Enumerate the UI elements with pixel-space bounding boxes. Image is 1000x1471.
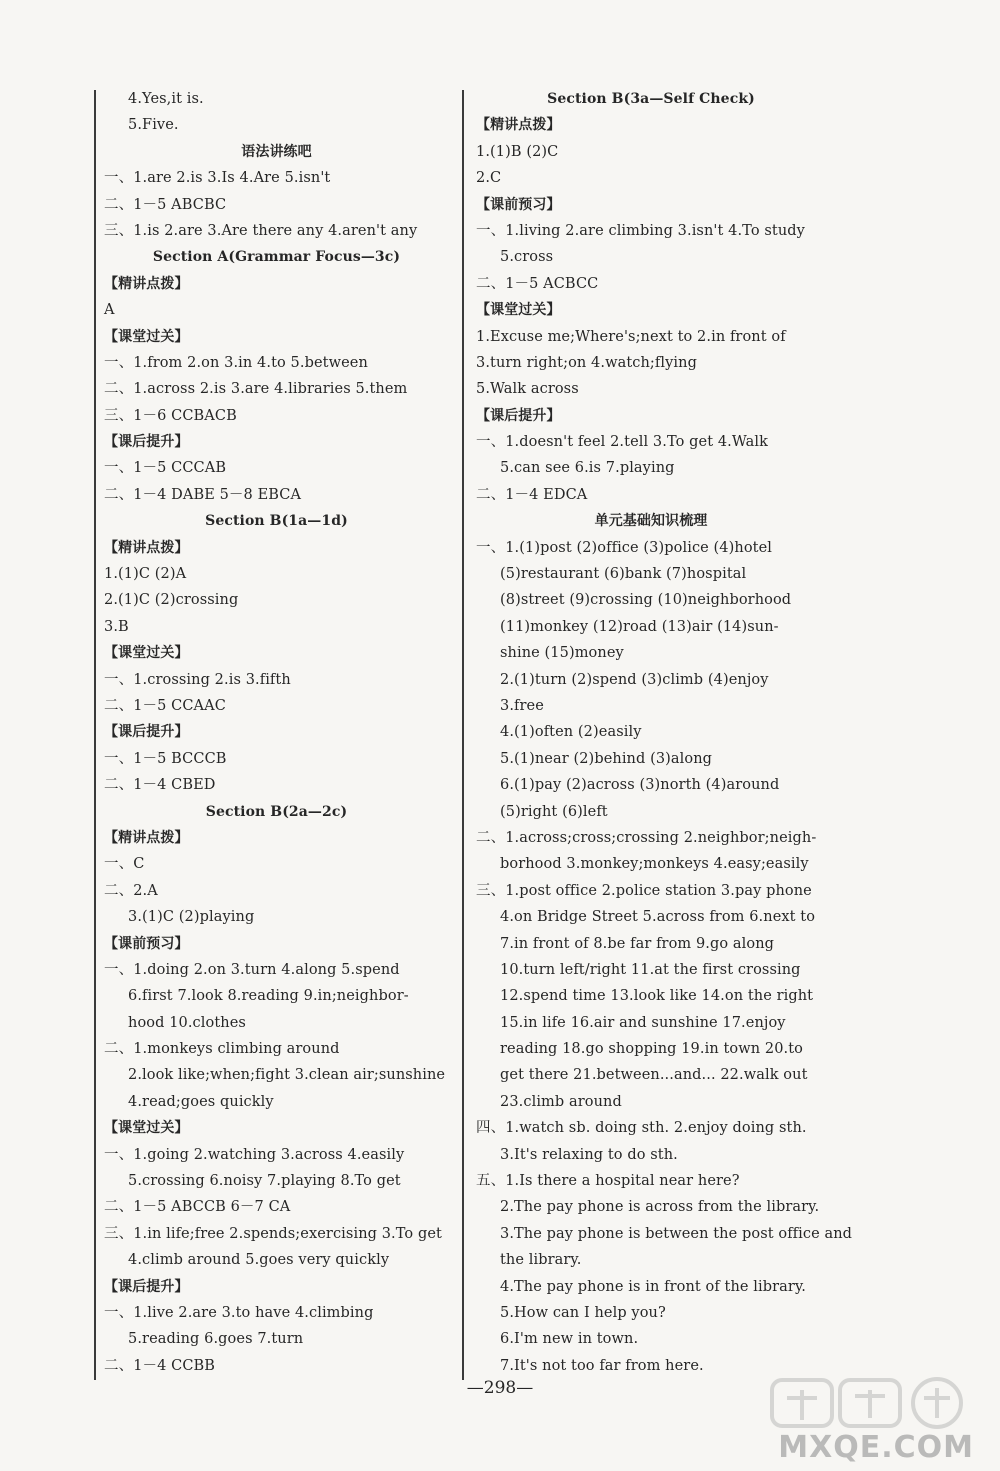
section-heading: 【课前预习】 bbox=[476, 196, 561, 213]
answer-line: 5.(1)near (2)behind (3)along bbox=[500, 750, 713, 767]
answer-line: 5.crossing 6.noisy 7.playing 8.To get bbox=[128, 1173, 401, 1190]
answer-line: 一、1.are 2.is 3.Is 4.Are 5.isn't bbox=[104, 170, 331, 187]
answer-line: 二、1－4 DABE 5－8 EBCA bbox=[104, 486, 302, 503]
section-title: 语法讲练吧 bbox=[241, 143, 312, 160]
section-heading: 【课堂过关】 bbox=[104, 645, 189, 662]
answer-line: (5)restaurant (6)bank (7)hospital bbox=[500, 566, 747, 583]
answer-line: 4.(1)often (2)easily bbox=[500, 724, 642, 741]
answer-line: 5.How can I help you? bbox=[500, 1304, 666, 1321]
section-heading: 【课后提升】 bbox=[104, 724, 189, 741]
section-title: Section B(1a—1d) bbox=[205, 513, 348, 530]
answer-line: 2.The pay phone is across from the library. bbox=[500, 1199, 820, 1216]
answer-line: A bbox=[104, 302, 115, 319]
answer-line: 一、C bbox=[104, 856, 145, 873]
answer-line: 10.turn left/right 11.at the first crossing bbox=[500, 961, 801, 978]
answer-line: borhood 3.monkey;monkeys 4.easy;easily bbox=[500, 856, 809, 873]
answer-line: 6.(1)pay (2)across (3)north (4)around bbox=[500, 777, 780, 794]
section-heading: 【精讲点拨】 bbox=[104, 829, 189, 846]
answer-line: 三、1.is 2.are 3.Are there any 4.aren't any bbox=[104, 222, 418, 239]
answer-line: 5.cross bbox=[500, 249, 554, 266]
answer-line: 一、1－5 BCCCB bbox=[104, 750, 227, 767]
answer-line: 二、1.across;cross;crossing 2.neighbor;neigh- bbox=[476, 829, 817, 846]
answer-line: 3.free bbox=[500, 697, 544, 714]
answer-line: 一、1.doesn't feel 2.tell 3.To get 4.Walk bbox=[476, 434, 768, 451]
column-divider bbox=[462, 90, 464, 1380]
answer-line: 1.(1)C (2)A bbox=[104, 566, 187, 583]
answer-line: 1.(1)B (2)C bbox=[476, 143, 559, 160]
answer-line: 一、1.live 2.are 3.to have 4.climbing bbox=[104, 1304, 374, 1321]
section-heading: 【精讲点拨】 bbox=[104, 275, 189, 292]
section-heading: 【精讲点拨】 bbox=[104, 539, 189, 556]
answer-line: 2.look like;when;fight 3.clean air;sunshine bbox=[128, 1067, 446, 1084]
answer-line: 4.The pay phone is in front of the library. bbox=[500, 1278, 807, 1295]
answer-line: 2.(1)C (2)crossing bbox=[104, 592, 239, 609]
answer-line: 12.spend time 13.look like 14.on the right bbox=[500, 988, 814, 1005]
section-title: Section A(Grammar Focus—3c) bbox=[152, 249, 401, 266]
page-number: —298— bbox=[466, 1378, 534, 1398]
answer-line: get there 21.between...and... 22.walk out bbox=[500, 1067, 808, 1084]
answer-line: 5.Walk across bbox=[476, 381, 579, 398]
answer-line: 3.B bbox=[104, 618, 129, 635]
answer-line: 五、1.Is there a hospital near here? bbox=[476, 1173, 740, 1190]
answer-line: 5.reading 6.goes 7.turn bbox=[128, 1331, 304, 1348]
answer-line: 二、1－5 ABCBC bbox=[104, 196, 227, 213]
section-title: Section B(2a—2c) bbox=[205, 803, 348, 820]
section-heading: 【课后提升】 bbox=[476, 407, 561, 424]
answer-line: 6.first 7.look 8.reading 9.in;neighbor- bbox=[128, 988, 409, 1005]
answer-line: 一、1－5 CCCAB bbox=[104, 460, 227, 477]
answer-line: 15.in life 16.air and sunshine 17.enjoy bbox=[500, 1014, 786, 1031]
answer-line: hood 10.clothes bbox=[128, 1014, 246, 1031]
section-heading: 【课堂过关】 bbox=[476, 302, 561, 319]
answer-line: 四、1.watch sb. doing sth. 2.enjoy doing sth. bbox=[476, 1120, 807, 1137]
answer-line: (5)right (6)left bbox=[500, 803, 608, 820]
answer-line: 1.Excuse me;Where's;next to 2.in front of bbox=[476, 328, 786, 345]
answer-line: 二、1－5 CCAAC bbox=[104, 697, 226, 714]
answer-line: reading 18.go shopping 19.in town 20.to bbox=[500, 1041, 804, 1058]
right-column bbox=[476, 86, 853, 1379]
answer-line: 2.C bbox=[476, 170, 502, 187]
answer-line: 7.It's not too far from here. bbox=[500, 1357, 704, 1374]
answer-line: 3.It's relaxing to do sth. bbox=[500, 1146, 678, 1163]
section-heading: 【课后提升】 bbox=[104, 434, 189, 451]
answer-line: 23.climb around bbox=[500, 1093, 622, 1110]
answer-line: 二、1－5 ABCCB 6－7 CA bbox=[104, 1199, 291, 1216]
answer-line: 一、1.crossing 2.is 3.fifth bbox=[104, 671, 291, 688]
section-heading: 【精讲点拨】 bbox=[476, 117, 561, 134]
section-heading: 【课后提升】 bbox=[104, 1278, 189, 1295]
answer-line: 三、1－6 CCBACB bbox=[104, 407, 237, 424]
answer-line: the library. bbox=[500, 1252, 582, 1269]
section-heading: 【课前预习】 bbox=[104, 935, 189, 952]
answer-line: 二、1.monkeys climbing around bbox=[104, 1041, 340, 1058]
answer-line: 2.(1)turn (2)spend (3)climb (4)enjoy bbox=[500, 671, 769, 688]
answer-line: 一、1.from 2.on 3.in 4.to 5.between bbox=[104, 354, 368, 371]
answer-line: (11)monkey (12)road (13)air (14)sun- bbox=[500, 618, 779, 635]
answer-line: 4.on Bridge Street 5.across from 6.next to bbox=[500, 909, 816, 926]
answer-line: 5.can see 6.is 7.playing bbox=[500, 460, 675, 477]
answer-line: 二、2.A bbox=[104, 882, 158, 899]
answer-line: (8)street (9)crossing (10)neighborhood bbox=[500, 592, 792, 609]
section-title: 单元基础知识梳理 bbox=[594, 513, 708, 530]
answer-line: 4.climb around 5.goes very quickly bbox=[128, 1252, 390, 1269]
answer-line: 4.Yes,it is. bbox=[128, 91, 204, 107]
section-heading: 【课堂过关】 bbox=[104, 1120, 189, 1137]
answer-line: 一、1.living 2.are climbing 3.isn't 4.To study bbox=[476, 222, 805, 239]
answer-line: shine (15)money bbox=[500, 645, 624, 662]
answer-line: 一、1.doing 2.on 3.turn 4.along 5.spend bbox=[104, 961, 400, 978]
watermark-site: MXQE.COM bbox=[778, 1430, 974, 1465]
answer-line: 3.The pay phone is between the post office and bbox=[500, 1225, 853, 1242]
answer-line: 二、1－5 ACBCC bbox=[476, 275, 599, 292]
left-column bbox=[104, 86, 449, 1379]
answer-line: 二、1－4 EDCA bbox=[476, 486, 588, 503]
answer-line: 5.Five. bbox=[128, 117, 179, 134]
answer-line: 7.in front of 8.be far from 9.go along bbox=[500, 935, 775, 952]
answer-line: 二、1.across 2.is 3.are 4.libraries 5.them bbox=[104, 381, 408, 398]
answer-line: 二、1－4 CBED bbox=[104, 777, 216, 794]
answer-line: 3.turn right;on 4.watch;flying bbox=[476, 354, 697, 371]
answer-line: 一、1.going 2.watching 3.across 4.easily bbox=[104, 1146, 405, 1163]
answer-line: 3.(1)C (2)playing bbox=[128, 909, 255, 926]
answer-line: 6.I'm new in town. bbox=[500, 1331, 639, 1348]
section-heading: 【课堂过关】 bbox=[104, 328, 189, 345]
left-margin-rule bbox=[94, 90, 96, 1380]
answer-line: 4.read;goes quickly bbox=[128, 1093, 274, 1110]
answer-line: 三、1.post office 2.police station 3.pay phone bbox=[476, 882, 812, 899]
answer-line: 一、1.(1)post (2)office (3)police (4)hotel bbox=[476, 539, 773, 556]
answer-line: 三、1.in life;free 2.spends;exercising 3.To get bbox=[104, 1225, 442, 1242]
section-title: Section B(3a—Self Check) bbox=[547, 91, 755, 107]
answer-line: 二、1－4 CCBB bbox=[104, 1357, 216, 1374]
